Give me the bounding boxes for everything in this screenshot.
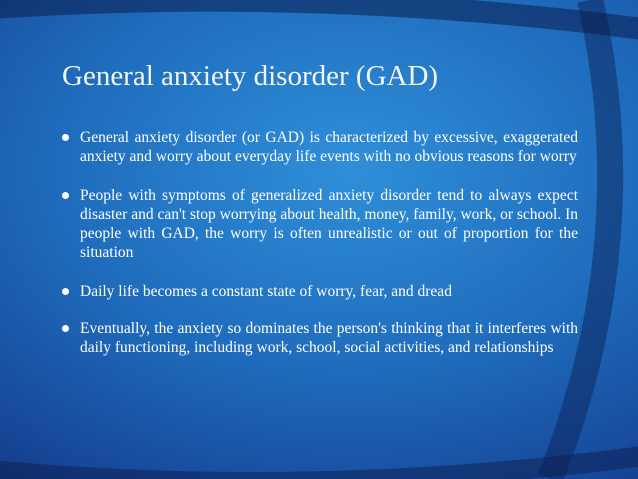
bullet-text: Eventually, the anxiety so dominates the person's thinking that it interferes with daily functioning, including work, school, social activities, and relationships [80, 320, 578, 356]
bullet-icon [62, 325, 69, 332]
slide-title: General anxiety disorder (GAD) [62, 60, 439, 92]
list-item [62, 282, 578, 301]
bullet-text: Daily life becomes a constant state of worry, fear, and dread [80, 283, 452, 300]
bullet-text: General anxiety disorder (or GAD) is characterized by excessive, exaggerated anxiety and worry about everyday life events with no obvious reasons for worry [80, 129, 578, 165]
bullet-icon [62, 288, 69, 295]
bullet-icon [62, 192, 69, 199]
bullet-icon [62, 134, 69, 141]
list-item [62, 319, 578, 357]
bullet-list [62, 128, 578, 357]
list-item [62, 128, 578, 166]
bullet-text: People with symptoms of generalized anxiety disorder tend to always expect disaster and can't stop worrying about health, money, family, work, or school. In people with GAD, the worry is often unrealistic or out of proportion for the situation [80, 187, 578, 261]
list-item [62, 186, 578, 262]
